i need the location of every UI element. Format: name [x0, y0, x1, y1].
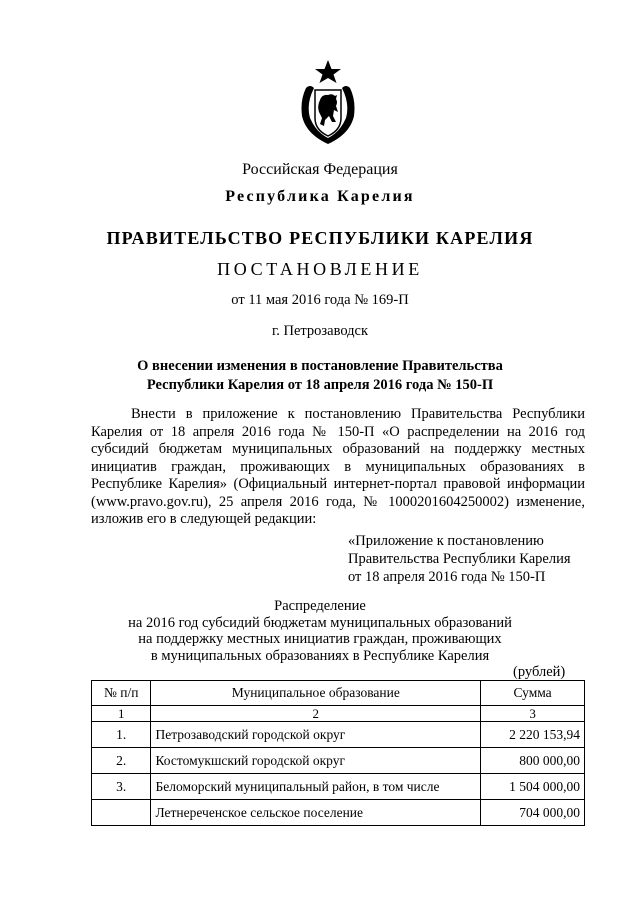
- body-paragraph: [91, 406, 585, 529]
- row-sum: 1 504 000,00: [481, 774, 585, 800]
- column-number: 3: [481, 706, 585, 722]
- body-text: Внести в приложение к постановлению Правительства Республики Карелия от 18 апреля 2016 года № 150-П «О распределении на 2016 год субсидий бюджетам муниципальных образований на поддержку местных инициатив граждан, проживающих в муниципальных образованиях в Республике Карелия» (Официальный интернет-портал правовой информации (www.pravo.gov.ru), 25 апреля 2016 года, № 1000201604250002) изменение, изложив его в следующей редакции:: [91, 406, 585, 527]
- row-number: 2.: [92, 748, 151, 774]
- appendix-reference: [348, 532, 571, 586]
- row-municipality: Петрозаводский городской округ: [151, 722, 481, 748]
- appendix-line: Правительства Республики Карелия: [348, 551, 571, 567]
- table-row: [92, 800, 585, 826]
- row-municipality: Беломорский муниципальный район, в том числе: [151, 774, 481, 800]
- appendix-line: от 18 апреля 2016 года № 150-П: [348, 569, 546, 585]
- distribution-table: [91, 680, 585, 826]
- document-city: г. Петрозаводск: [271, 323, 369, 339]
- subject-line: Республики Карелия от 18 апреля 2016 года № 150-П: [146, 377, 494, 393]
- distribution-title: [0, 598, 640, 664]
- appendix-line: «Приложение к постановлению: [348, 533, 544, 549]
- row-number: 3.: [92, 774, 151, 800]
- document-type: ПОСТАНОВЛЕНИЕ: [217, 259, 423, 279]
- federation-heading: Российская Федерация: [242, 161, 398, 178]
- republic-heading: Республика Карелия: [225, 188, 415, 205]
- distribution-heading: Распределение: [274, 598, 366, 614]
- distribution-line: на поддержку местных инициатив граждан, проживающих: [138, 631, 502, 647]
- distribution-line: на 2016 год субсидий бюджетам муниципальных образований: [128, 614, 512, 631]
- row-number: 1.: [92, 722, 151, 748]
- row-municipality: Костомукшский городской округ: [151, 748, 481, 774]
- coat-of-arms-icon: [298, 60, 358, 146]
- row-sum: 2 220 153,94: [481, 722, 585, 748]
- column-number: 1: [92, 706, 151, 722]
- table-row: [92, 774, 585, 800]
- table-row: [92, 722, 585, 748]
- distribution-line: в муниципальных образованиях в Республике Карелия: [150, 647, 490, 664]
- document-subject: [0, 357, 640, 395]
- header-sum: Сумма: [481, 681, 585, 706]
- row-municipality: Летнереченское сельское поселение: [151, 800, 481, 826]
- row-number: [92, 800, 151, 826]
- header-number: № п/п: [92, 681, 151, 706]
- table-column-numbers-row: [92, 706, 585, 722]
- row-sum: 800 000,00: [481, 748, 585, 774]
- column-number: 2: [151, 706, 481, 722]
- document-date: от 11 мая 2016 года № 169-П: [231, 292, 409, 308]
- header-municipality: Муниципальное образование: [151, 681, 481, 706]
- currency-unit: (рублей): [513, 664, 566, 680]
- row-sum: 704 000,00: [481, 800, 585, 826]
- table-header-row: [92, 681, 585, 706]
- subject-line: О внесении изменения в постановление Правительства: [137, 358, 503, 374]
- table-row: [92, 748, 585, 774]
- government-heading: ПРАВИТЕЛЬСТВО РЕСПУБЛИКИ КАРЕЛИЯ: [106, 228, 534, 248]
